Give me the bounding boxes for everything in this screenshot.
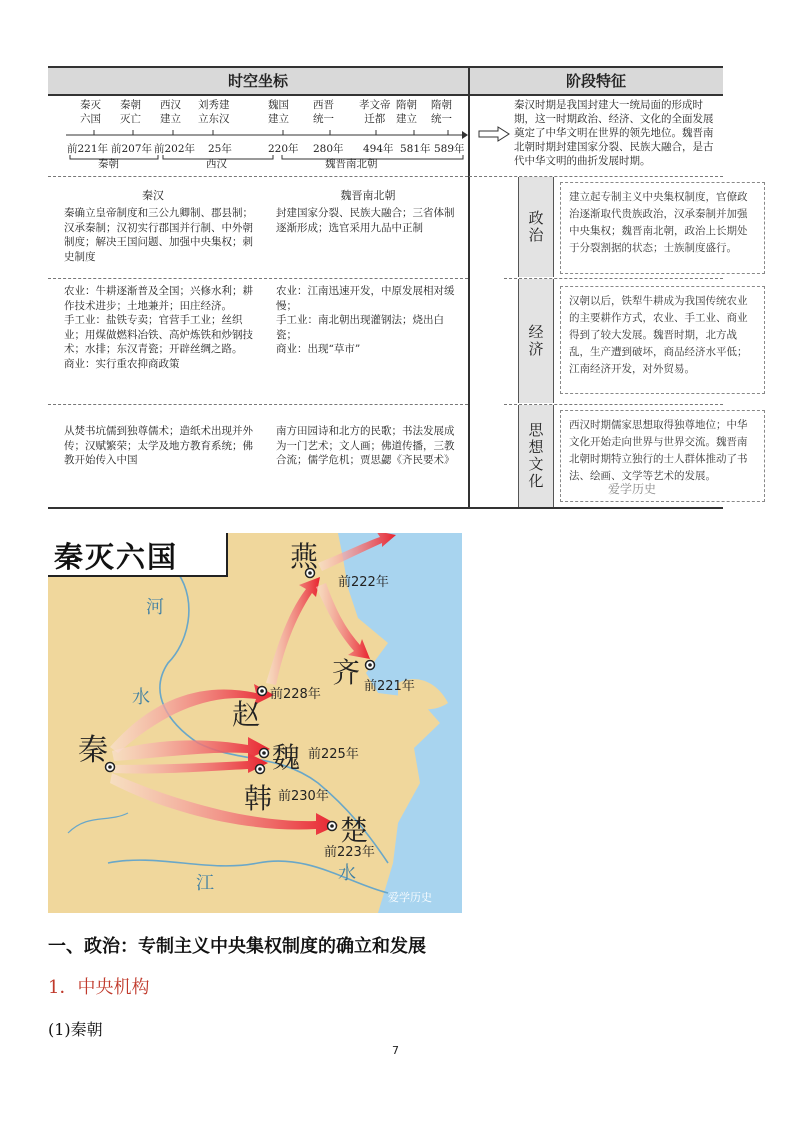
timeline-event: 魏国 建立 (268, 99, 289, 125)
period-label: 魏晋南北朝 (325, 158, 378, 170)
map-watermark: 爱学历史 (388, 891, 432, 904)
map-title: 秦灭六国 (54, 540, 179, 574)
timeline-year: 581年 (400, 143, 431, 155)
section-title: 一、政治：专制主义中央集权制度的确立和发展 (48, 936, 426, 957)
timeline-event: 秦朝 灭亡 (120, 99, 141, 125)
divider (468, 66, 470, 508)
politics-qinhan: 秦确立皇帝制度和三公九卿制、郡县制；汉承秦制；汉初实行郡国并行制、中外朝制度；解决王国问题、加强中央集权；刺史制度 (64, 207, 253, 263)
state-wei: 魏 (272, 741, 301, 774)
column-title-weijin: 魏晋南北朝 (340, 189, 396, 202)
river-label: 江 (196, 873, 214, 894)
timeline-axis (58, 128, 468, 142)
timeline-year: 280年 (313, 143, 344, 155)
timeline-event: 隋朝 建立 (396, 99, 417, 125)
economy-feature: 汉朝以后，铁犁牛耕成为我国传统农业的主要耕作方式，农业、手工业、商业得到了较大发展。魏晋时期，北方战乱，生产遭到破坏，商品经济水平低；江南经济开发，对外贸易。 (560, 286, 765, 394)
culture-weijin: 南方田园诗和北方的民歌；书法发展成为一门艺术；文人画；佛道传播，三教合流；儒学危机；贾思勰《齐民要术》 (276, 425, 455, 466)
header-spacetime: 时空坐标 (48, 66, 468, 96)
divider (48, 278, 468, 279)
map-qin-unification (48, 533, 462, 913)
economy-weijin: 农业：江南迅速开发，中原发展相对缓慢； 手工业：南北朝出现灌钢法；烧出白瓷； 商业：出现“草市” (276, 285, 455, 355)
state-qi: 齐 (332, 656, 361, 689)
row-label-culture (518, 405, 554, 507)
river-label: 水 (132, 687, 150, 708)
culture-feature: 西汉时期儒家思想取得独尊地位；中华文化开始走向世界与世界交流。魏晋南北朝时期特立独行的士人群体推动了书法、绘画、文学等艺术的发展。 (560, 410, 765, 502)
overview-table (48, 66, 748, 508)
timeline-year: 前207年 (111, 143, 153, 155)
state-chu-year: 前223年 (324, 845, 375, 860)
stage-feature-text: 秦汉时期是我国封建大一统局面的形成时期，这一时期政治、经济、文化的全面发展奠定了中华文明在世界的领先地位。魏晋南北朝时期封建国家分裂、民族大融合，是古代中华文明的曲折发展时期。 (514, 99, 714, 167)
river-label: 水 (338, 863, 356, 884)
politics-weijin: 封建国家分裂、民族大融合；三省体制逐渐形成；选官采用九品中正制 (276, 207, 455, 234)
row-label-text: 政治 (526, 210, 545, 244)
divider (48, 176, 468, 177)
timeline-event: 西汉 建立 (160, 99, 181, 125)
culture-qinhan: 从焚书坑儒到独尊儒术；造纸术出现并外传；汉赋繁荣；太学及地方教育系统；佛教开始传入中国 (64, 425, 253, 466)
row-label-economy (518, 279, 554, 403)
timeline-year: 前221年 (67, 143, 109, 155)
timeline-event: 隋朝 统一 (431, 99, 452, 125)
period-label: 西汉 (206, 158, 227, 170)
timeline-year: 494年 (363, 143, 394, 155)
state-zhao-year: 前228年 (270, 687, 321, 702)
state-qin: 秦 (78, 733, 108, 768)
state-wei-year: 前225年 (308, 747, 359, 762)
table-bottom-border (48, 507, 723, 509)
timeline-event: 刘秀建 立东汉 (198, 99, 230, 125)
timeline-year: 589年 (434, 143, 465, 155)
state-han-year: 前230年 (278, 789, 329, 804)
period-label: 秦朝 (98, 158, 119, 170)
timeline-event: 秦灭 六国 (80, 99, 101, 125)
row-label-politics (518, 177, 554, 277)
page-number: 7 (392, 1044, 399, 1057)
period-brackets (68, 154, 468, 164)
timeline-year: 前202年 (154, 143, 196, 155)
timeline-event: 孝文帝 迁都 (359, 99, 391, 125)
economy-qinhan: 农业：牛耕逐渐普及全国；兴修水利；耕作技术进步；土地兼并；田庄经济。 手工业：盐铁专卖；官营手工业；丝织业；用煤做燃料冶铁、高炉炼铁和炒钢技术；水排；东汉青瓷；开辟丝绸之路。 商业：实行重农抑商政策 (64, 285, 253, 370)
header-stage-feature: 阶段特征 (469, 66, 723, 96)
divider (48, 404, 468, 405)
subsubsection-title: (1)秦朝 (48, 1020, 103, 1039)
divider (469, 176, 723, 177)
state-qi-year: 前221年 (364, 679, 415, 694)
state-zhao: 赵 (232, 698, 261, 731)
state-han: 韩 (244, 782, 273, 815)
state-chu: 楚 (340, 814, 369, 847)
timeline-year: 25年 (208, 143, 232, 155)
row-label-text: 思想文化 (526, 422, 545, 490)
state-yan: 燕 (290, 540, 319, 573)
state-yan-year: 前222年 (338, 575, 389, 590)
arrow-right-icon (478, 126, 510, 142)
subsection-title: 1．中央机构 (48, 977, 150, 998)
timeline-event: 西晋 统一 (313, 99, 334, 125)
politics-feature: 建立起专制主义中央集权制度，官僚政治逐渐取代贵族政治，汉承秦制并加强中央集权；魏晋南北朝，政治上长期处于分裂割据的状态；士族制度盛行。 (560, 182, 765, 274)
watermark: 爱学历史 (608, 482, 657, 496)
row-label-text: 经济 (526, 324, 545, 358)
river-label: 河 (146, 597, 164, 618)
column-title-qinhan: 秦汉 (142, 189, 164, 202)
timeline-year: 220年 (268, 143, 299, 155)
